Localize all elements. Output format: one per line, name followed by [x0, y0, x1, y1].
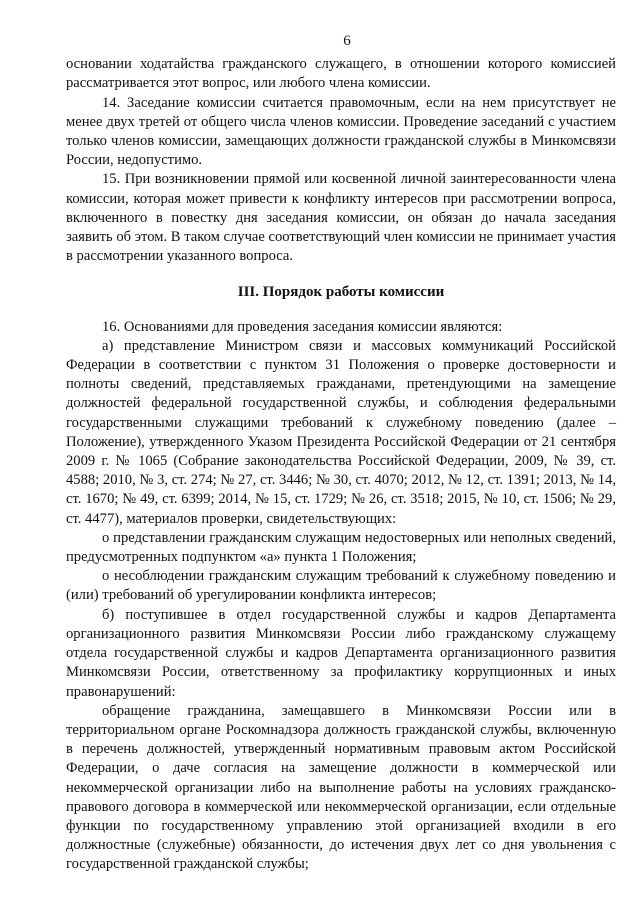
page-number: 6 [343, 33, 351, 49]
paragraph-citizen-appeal: обращение гражданина, замещавшего в Минкомсвязи России или в территориальном органе Роскомнадзора должность гражданской службы, включенную в перечень должностей, утвержденный нормативным правовым актом Российской Федерации, о даче согласия на замещение должности в коммерческой или некоммерческой организации либо на выполнение работы на условиях гражданско-правового договора в коммерческой или некоммерческой организации, если отдельные функции по государственному управлению этой организацией входили в его должностные (служебные) обязанности, до истечения двух лет со дня увольнения с государственной гражданской службы; [66, 702, 616, 873]
paragraph-item-14: 14. Заседание комиссии считается правомочным, если на нем присутствует не менее двух третей от общего числа членов комиссии. Проведение заседаний с участием только членов комиссии, замещающих должности гражданской службы в Минкомсвязи России, недопустимо. [66, 94, 616, 169]
paragraph-item-15: 15. При возникновении прямой или косвенной личной заинтересованности члена комиссии, которая может привести к конфликту интересов при рассмотрении вопроса, включенного в повестку дня заседания комиссии, он обязан до начала заседания заявить об этом. В таком случае соответствующий член комиссии не принимает участия в рассмотрении указанного вопроса. [66, 171, 616, 265]
paragraph-subitem-a: а) представление Министром связи и массовых коммуникаций Российской Федерации в соответствии с пунктом 31 Положения о проверке достоверности и полноты сведений, представляемых гражданами, претендующими на замещение должностей федеральной государственной службы, и соблюдения федеральными государственными служащими требований к служебному поведению (далее – Положение), утвержденного Указом Президента Российской Федерации от 21 сентября 2009 г. № 1065 (Собрание законодательства Российской Федерации, 2009, № 39, ст. 4588; 2010, № 3, ст. 274; № 27, ст. 3446; № 30, ст. 4070; 2012, № 12, ст. 1391; 2013, № 14, ст. 1670; № 49, ст. 6399; 2014, № 15, ст. 1729; № 26, ст. 3518; 2015, № 10, ст. 1506; № 29, ст. 4477), материалов проверки, свидетельствующих: [66, 337, 616, 527]
paragraph-item-16: 16. Основаниями для проведения заседания комиссии являются: [102, 318, 503, 335]
document-page [66, 32, 616, 875]
paragraph-continuation: основании ходатайства гражданского служащего, в отношении которого комиссией рассматривается этот вопрос, или любого члена комиссии. [66, 56, 616, 92]
section-heading: III. Порядок работы комиссии [237, 284, 445, 301]
paragraph-bullet-unreliable-info: о представлении гражданским служащим недостоверных или неполных сведений, предусмотренных подпунктом «а» пункта 1 Положения; [66, 529, 616, 566]
paragraph-bullet-noncompliance: о несоблюдении гражданским служащим требований к служебному поведению и (или) требований об урегулировании конфликта интересов; [66, 568, 616, 604]
paragraph-subitem-b: б) поступившее в отдел государственной службы и кадров Департамента организационного развития Минкомсвязи России либо гражданскому служащему отдела государственной службы и кадров Департамента организационного развития Минкомсвязи России, ответственному за профилактику коррупционных и иных правонарушений: [66, 606, 616, 700]
